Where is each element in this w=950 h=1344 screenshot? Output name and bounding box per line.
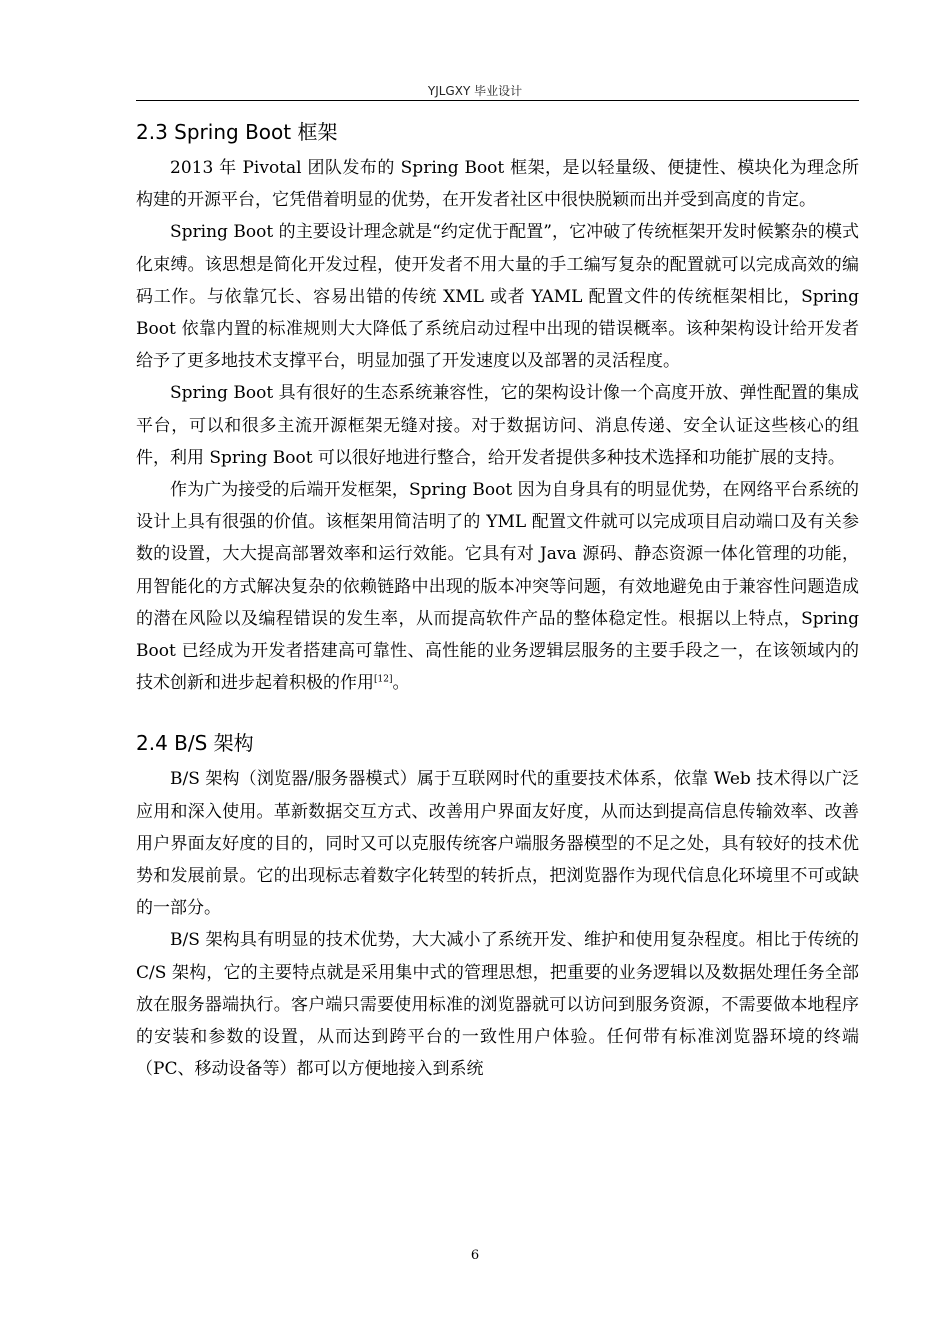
page-body [136,116,859,1085]
paragraph: 2013 年 Pivotal 团队发布的 Spring Boot 框架，是以轻量级、便捷性、模块化为理念所构建的开源平台，它凭借着明显的优势，在开发者社区中很快脱颖而出并受到高度的肯定。 [136,158,859,211]
section-heading: 2.3 Spring Boot 框架 [136,120,338,144]
section-spring-boot [136,116,859,699]
paragraph: Spring Boot 具有很好的生态系统兼容性，它的架构设计像一个高度开放、弹性配置的集成平台，可以和很多主流开源框架无缝对接。对于数据访问、消息传递、安全认证这些核心的组件，利用 Spring Boot 可以很好地进行整合，给开发者提供多种技术选择和功能扩展的支持。 [136,383,859,468]
page-number: 6 [470,1248,480,1263]
section-bs-architecture [136,727,859,1085]
section-heading: 2.4 B/S 架构 [136,731,254,756]
paragraph: B/S 架构具有明显的技术优势，大大减小了系统开发、维护和使用复杂程度。相比于传统的 C/S 架构，它的主要特点就是采用集中式的管理思想，把重要的业务逻辑以及数据处理任务全部放在服务器端执行。客户端只需要使用标准的浏览器就可以访问到服务资源，不需要做本地程序的安装和参数的设置，从而达到跨平台的一致性用户体验。任何带有标准浏览器环境的终端（PC、移动设备等）都可以方便地接入到系统 [136,930,859,1080]
paragraph-with-citation [136,474,859,699]
header-divider [136,100,859,101]
header-title: YJLGXY 毕业设计 [427,84,523,98]
paragraph: B/S 架构（浏览器/服务器模式）属于互联网时代的重要技术体系，依靠 Web 技术得以广泛应用和深入使用。革新数据交互方式、改善用户界面友好度，从而达到提高信息传输效率、改善用户界面友好度的目的，同时又可以克服传统客户端服务器模型的不足之处，具有较好的技术优势和发展前景。它的出现标志着数字化转型的转折点，把浏览器作为现代信息化环境里不可或缺的一部分。 [136,769,859,919]
paragraph-text: 作为广为接受的后端开发框架，Spring Boot 因为自身具有的明显优势，在网络平台系统的设计上具有很强的价值。该框架用简洁明了的 YML 配置文件就可以完成项目启动端口及有关参数的设置，大大提高部署效率和运行效能。它具有对 Java 源码、静态资源一体化管理的功能，用智能化的方式解决复杂的依赖链路中出现的版本冲突等问题，有效地避免由于兼容性问题造成的潜在风险以及编程错误的发生率，从而提高软件产品的整体稳定性。根据以上特点，Spring Boot 已经成为开发者搭建高可靠性、高性能的业务逻辑层服务的主要手段之一，在该领域内的技术创新和进步起着积极的作用 [136,480,859,694]
citation-reference: [12] [374,674,393,685]
paragraph: Spring Boot 的主要设计理念就是“约定优于配置”，它冲破了传统框架开发时候繁杂的模式化束缚。该思想是简化开发过程，使开发者不用大量的手工编写复杂的配置就可以完成高效的编码工作。与依靠冗长、容易出错的传统 XML 或者 YAML 配置文件的传统框架相比，Spring Boot 依靠内置的标准规则大大降低了系统启动过程中出现的错误概率。该种架构设计给开发者给予了更多地技术支撑平台，明显加强了开发速度以及部署的灵活程度。 [136,222,859,372]
paragraph-suffix: 。 [392,673,410,694]
